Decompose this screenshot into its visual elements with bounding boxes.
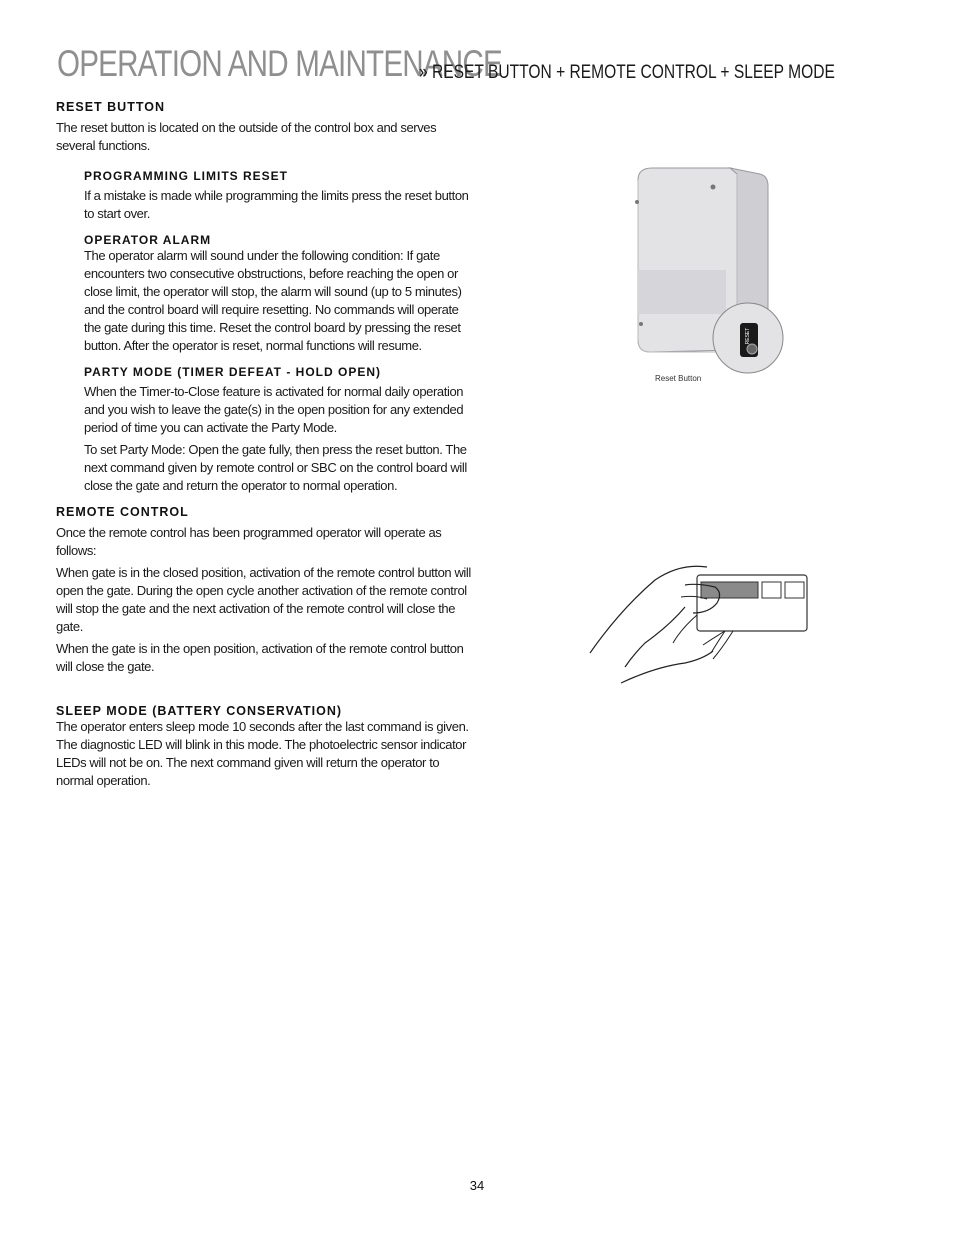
remote-button-small — [762, 582, 781, 598]
remote-control-text-1: When gate is in the closed position, activation of the remote control button will open the gate. During the open cycle another activation of the remote control will stop the gate and the next activation of the remote control will close the gate. — [56, 565, 471, 634]
remote-control-illustration — [585, 555, 815, 695]
screw-icon — [711, 185, 716, 190]
sleep-mode-heading: SLEEP MODE (BATTERY CONSERVATION) — [56, 704, 343, 718]
remote-button-large — [701, 582, 758, 598]
screw-icon — [639, 322, 643, 326]
remote-button-small — [785, 582, 804, 598]
remote-control-heading: REMOTE CONTROL — [56, 505, 189, 519]
page-title: OPERATION AND MAINTENANCE — [57, 43, 502, 84]
screw-icon — [635, 200, 639, 204]
page-subtitle: » RESET BUTTON + REMOTE CONTROL + SLEEP MODE — [419, 62, 835, 83]
main-content — [56, 100, 476, 794]
programming-limits-text: If a mistake is made while programming the limits press the reset button to start over. — [84, 188, 469, 221]
party-mode-text-1: When the Timer-to-Close feature is activated for normal daily operation and you wish to leave the gate(s) in the open position for any extended period of time you can activate the Party Mode. — [84, 384, 464, 435]
sleep-mode-text: The operator enters sleep mode 10 seconds after the last command is given. The diagnostic LED will blink in this mode. The photoelectric sensor indicator LEDs will not be on. The next command given will return the operator to normal operation. — [56, 719, 469, 788]
control-box-illustration — [600, 160, 800, 390]
party-mode-text-2: To set Party Mode: Open the gate fully, then press the reset button. The next command given by remote control or SBC on the control board will close the gate and return the operator to normal operation. — [84, 442, 467, 493]
remote-control-intro: Once the remote control has been programmed operator will operate as follows: — [56, 525, 442, 558]
reset-button-heading: RESET BUTTON — [56, 100, 165, 114]
page-header — [57, 43, 835, 84]
party-mode-heading: PARTY MODE (TIMER DEFEAT - HOLD OPEN) — [84, 365, 381, 379]
reset-button-icon — [747, 344, 757, 354]
operator-alarm-heading: OPERATOR ALARM — [84, 233, 212, 247]
programming-limits-heading: PROGRAMMING LIMITS RESET — [84, 169, 288, 183]
page-number: 34 — [469, 1178, 485, 1193]
operator-alarm-text: The operator alarm will sound under the following condition: If gate encounters two consecutive obstructions, before reaching the open or close limit, the operator will stop, the alarm will sound (up to 5 minutes) and the control board will require resetting. No commands will operate the gate during this time. Reset the control board by pressing the reset button. After the operator is reset, normal functions will resume. — [84, 248, 462, 353]
remote-control-text-2: When the gate is in the open position, activation of the remote control button will close the gate. — [56, 641, 464, 674]
control-box-caption: Reset Button — [655, 374, 702, 383]
reset-button-intro: The reset button is located on the outside of the control box and serves several functions. — [56, 120, 437, 153]
reset-label: RESET — [745, 327, 751, 345]
